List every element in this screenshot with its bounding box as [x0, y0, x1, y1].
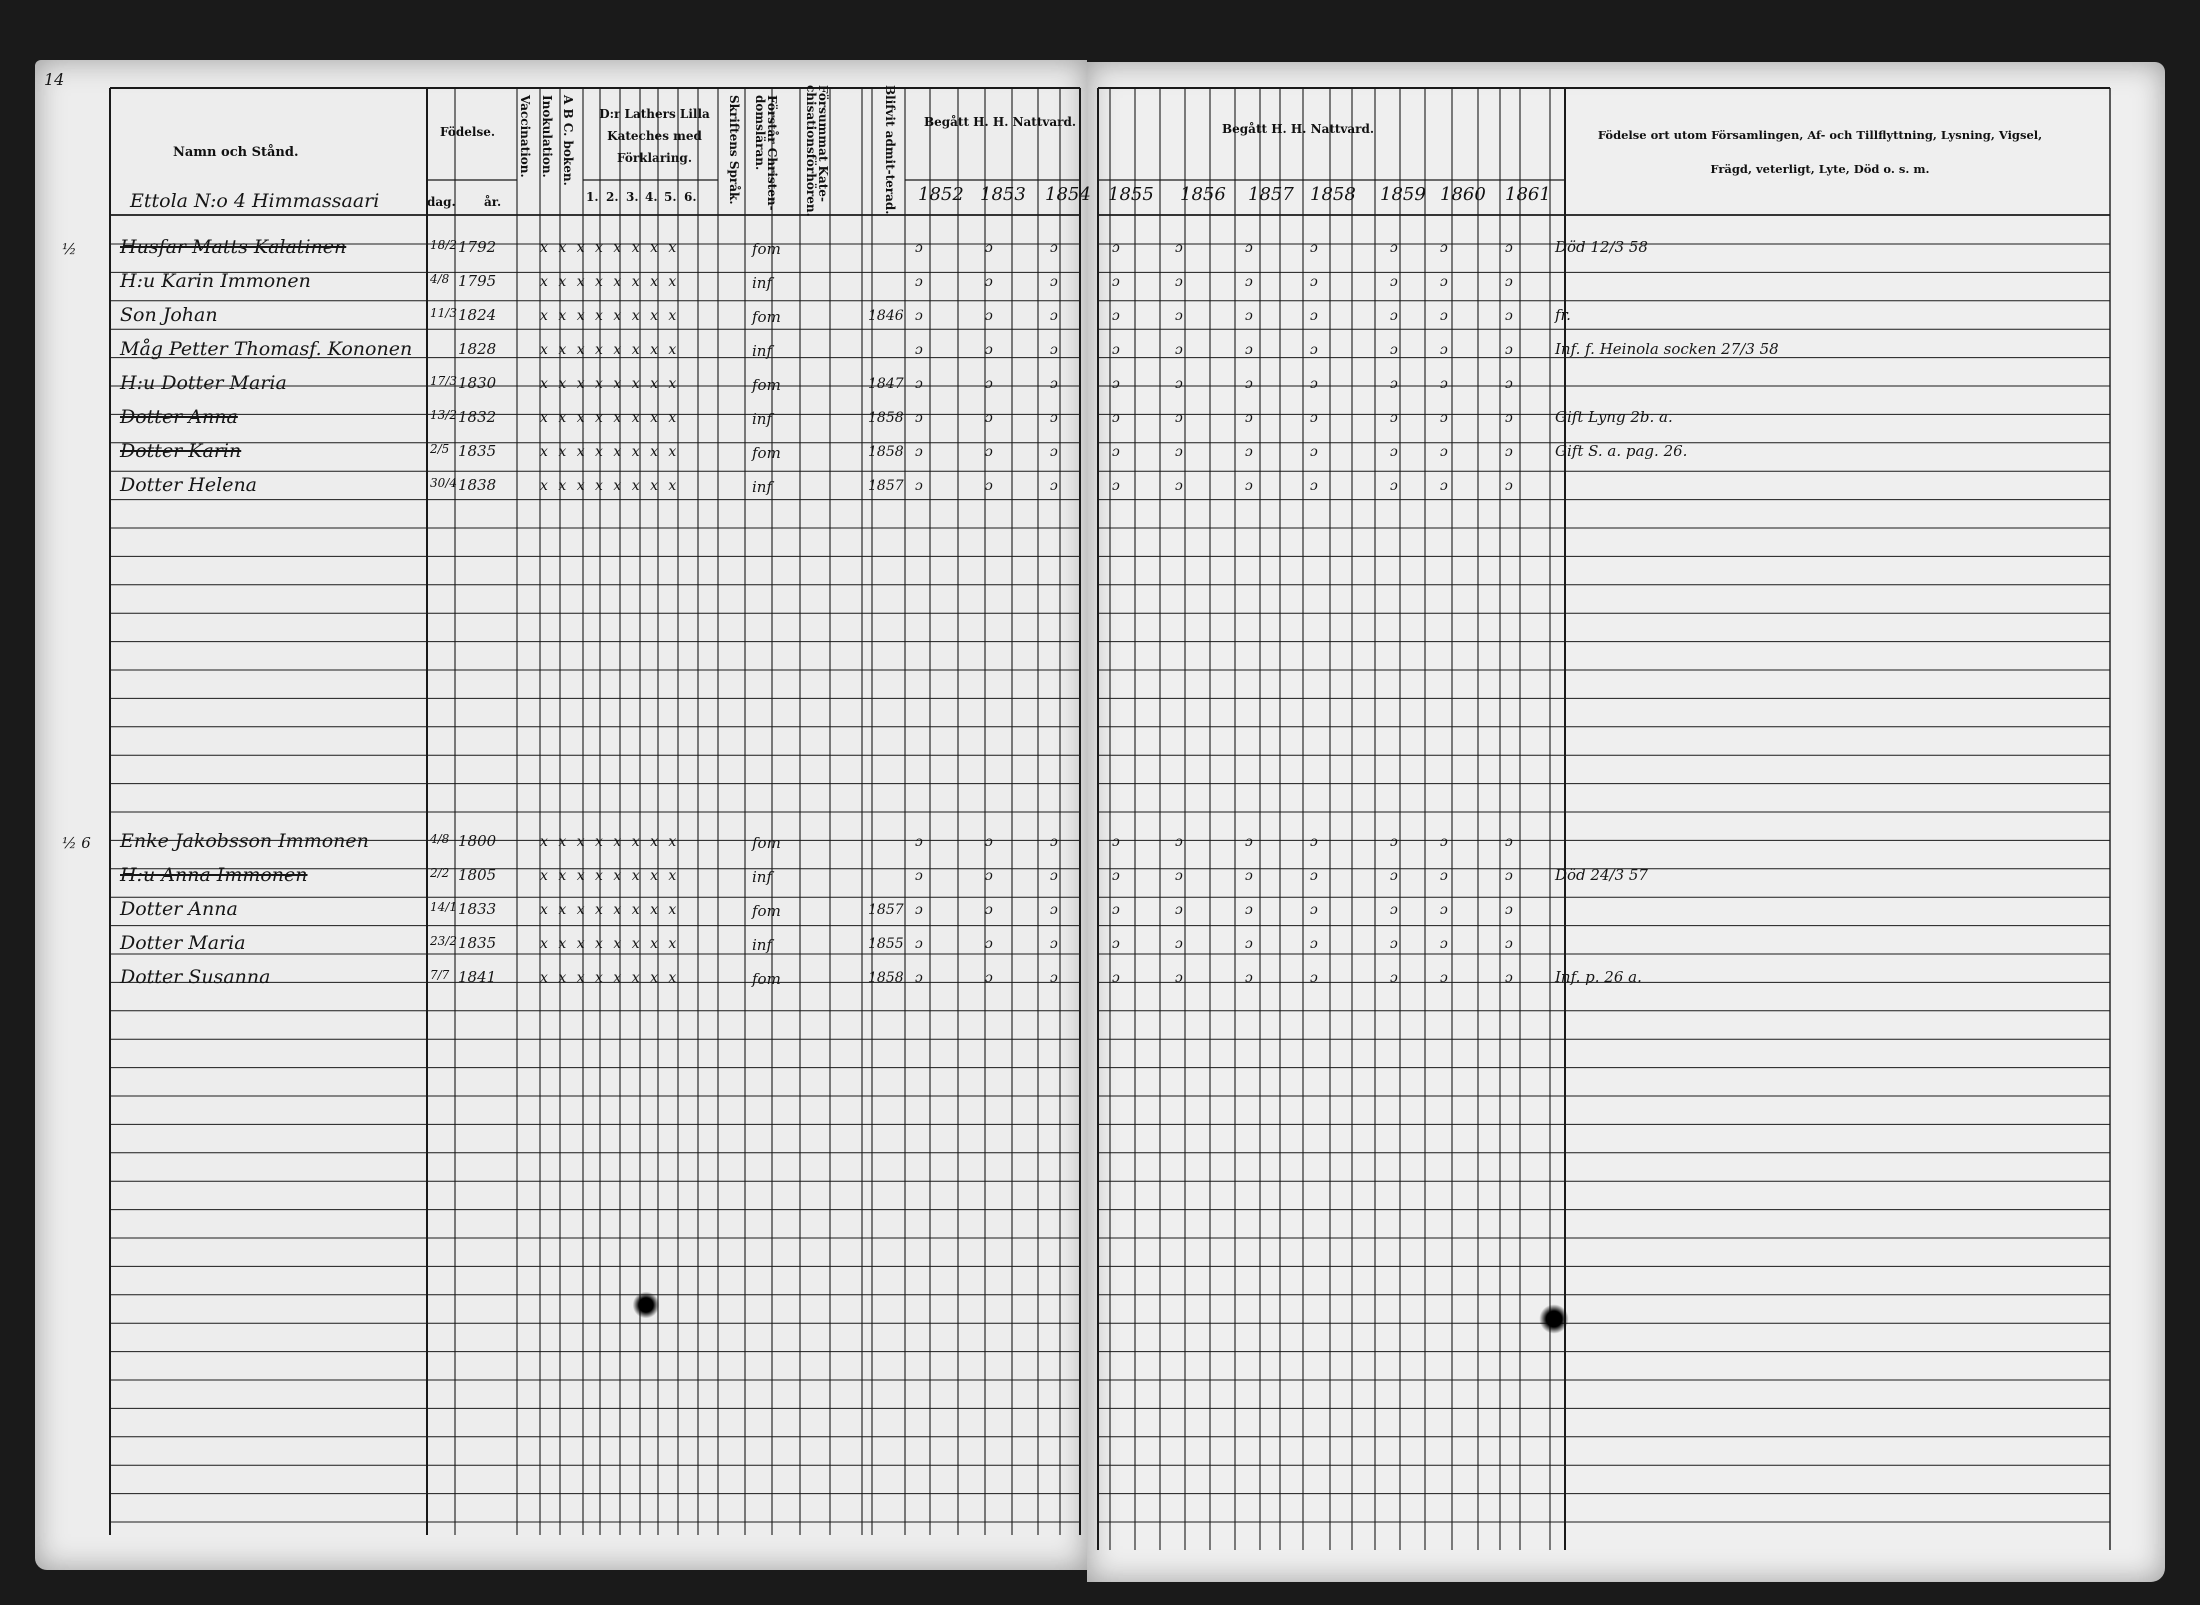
entry-communion-mark: ɔ	[1245, 902, 1253, 918]
entry-communion-mark: ɔ	[1245, 444, 1253, 460]
entry-birth-day: 18/2	[430, 238, 457, 252]
entry-communion-mark: ɔ	[1505, 868, 1513, 884]
entry-communion-mark: ɔ	[915, 342, 923, 358]
header-catechism: D:r Lathers Lilla Kateches med Förklaring.	[599, 107, 710, 165]
entry-communion-mark: ɔ	[1050, 902, 1058, 918]
entry-communion-mark: ɔ	[1440, 444, 1448, 460]
entry-birth-year: 1828	[458, 340, 497, 358]
entry-reading-mark: inf	[752, 478, 773, 496]
entry-communion-mark: ɔ	[985, 834, 993, 850]
entry-communion-mark: ɔ	[1175, 274, 1183, 290]
entry-birth-year: 1832	[458, 408, 497, 426]
entry-communion-mark: ɔ	[1390, 376, 1398, 392]
entry-catechism-marks: x x x x x x x x	[540, 902, 680, 918]
entry-communion-mark: ɔ	[1175, 308, 1183, 324]
entry-admitted-year: 1858	[868, 410, 904, 426]
entry-communion-mark: ɔ	[1390, 902, 1398, 918]
entry-communion-mark: ɔ	[1390, 478, 1398, 494]
header-abc-book: A B C. boken.	[561, 95, 575, 186]
entry-communion-mark: ɔ	[1505, 834, 1513, 850]
entry-communion-mark: ɔ	[1310, 444, 1318, 460]
entry-catechism-marks: x x x x x x x x	[540, 376, 680, 392]
entry-birth-day: 23/2	[430, 934, 457, 948]
communion-year-label: 1861	[1505, 184, 1551, 205]
entry-prefix: ½ 6	[62, 834, 91, 852]
entry-admitted-year: 1857	[868, 478, 904, 494]
communion-year-label: 1859	[1380, 184, 1426, 205]
communion-year-label: 1854	[1045, 184, 1091, 205]
communion-year-label: 1860	[1440, 184, 1486, 205]
catechism-part-label: 1.	[586, 190, 599, 204]
entry-communion-mark: ɔ	[1112, 410, 1120, 426]
entry-communion-mark: ɔ	[1505, 342, 1513, 358]
entry-admitted-year: 1857	[868, 902, 904, 918]
communion-year-label: 1853	[980, 184, 1026, 205]
entry-birth-day: 14/1	[430, 900, 457, 914]
entry-communion-mark: ɔ	[1390, 308, 1398, 324]
entry-name: H:u Karin Immonen	[120, 270, 311, 292]
entry-communion-mark: ɔ	[1112, 376, 1120, 392]
communion-year-label: 1857	[1248, 184, 1294, 205]
entry-communion-mark: ɔ	[1310, 376, 1318, 392]
entry-communion-mark: ɔ	[1175, 410, 1183, 426]
catechism-part-label: 4.	[645, 190, 658, 204]
entry-communion-mark: ɔ	[1050, 936, 1058, 952]
entry-note: Gift S. a. pag. 26.	[1555, 442, 1688, 460]
entry-communion-mark: ɔ	[1505, 936, 1513, 952]
entry-communion-mark: ɔ	[1175, 970, 1183, 986]
entry-name: Dotter Anna	[120, 898, 238, 920]
entry-communion-mark: ɔ	[985, 902, 993, 918]
entry-communion-mark: ɔ	[1175, 868, 1183, 884]
entry-catechism-marks: x x x x x x x x	[540, 478, 680, 494]
entry-birth-year: 1838	[458, 476, 497, 494]
entry-name: Dotter Karin	[120, 440, 242, 462]
entry-communion-mark: ɔ	[1310, 868, 1318, 884]
entry-note: Död 24/3 57	[1555, 866, 1648, 884]
header-vaccination: Vaccination.	[518, 95, 532, 178]
entry-name: Måg Petter Thomasf. Kononen	[120, 338, 413, 360]
entry-communion-mark: ɔ	[1505, 240, 1513, 256]
entry-reading-mark: inf	[752, 274, 773, 292]
entry-communion-mark: ɔ	[1245, 478, 1253, 494]
entry-reading-mark: fom	[752, 902, 781, 920]
entry-communion-mark: ɔ	[1505, 970, 1513, 986]
entry-communion-mark: ɔ	[1050, 834, 1058, 850]
entry-note: Inf. f. Heinola socken 27/3 58	[1555, 340, 1779, 358]
entry-name: Husfar Matts Kalatinen	[120, 236, 347, 258]
entry-reading-mark: fom	[752, 376, 781, 394]
entry-communion-mark: ɔ	[1390, 444, 1398, 460]
entry-communion-mark: ɔ	[1175, 240, 1183, 256]
header-communion-right: Begått H. H. Nattvard.	[1222, 122, 1375, 136]
entry-communion-mark: ɔ	[1112, 308, 1120, 324]
entry-reading-mark: fom	[752, 444, 781, 462]
header-understanding: Förstår Christen-domsläran.	[753, 95, 779, 211]
entry-communion-mark: ɔ	[1310, 410, 1318, 426]
entry-communion-mark: ɔ	[1440, 410, 1448, 426]
entry-communion-mark: ɔ	[985, 970, 993, 986]
entry-communion-mark: ɔ	[1245, 936, 1253, 952]
entry-birth-year: 1835	[458, 442, 497, 460]
entry-communion-mark: ɔ	[1050, 970, 1058, 986]
entry-catechism-marks: x x x x x x x x	[540, 936, 680, 952]
entry-communion-mark: ɔ	[1112, 240, 1120, 256]
entry-communion-mark: ɔ	[1112, 868, 1120, 884]
entry-communion-mark: ɔ	[1245, 308, 1253, 324]
entry-catechism-marks: x x x x x x x x	[540, 308, 680, 324]
entry-communion-mark: ɔ	[1440, 970, 1448, 986]
entry-communion-mark: ɔ	[1390, 936, 1398, 952]
entry-communion-mark: ɔ	[915, 274, 923, 290]
entry-reading-mark: inf	[752, 868, 773, 886]
entry-admitted-year: 1846	[868, 308, 904, 324]
entry-communion-mark: ɔ	[1505, 308, 1513, 324]
catechism-part-label: 3.	[626, 190, 639, 204]
entry-birth-year: 1800	[458, 832, 497, 850]
entry-communion-mark: ɔ	[1390, 868, 1398, 884]
entry-communion-mark: ɔ	[915, 240, 923, 256]
entry-communion-mark: ɔ	[1440, 274, 1448, 290]
household-1-title: Ettola N:o 4 Himmassaari	[130, 190, 380, 212]
entry-communion-mark: ɔ	[1310, 834, 1318, 850]
entry-communion-mark: ɔ	[915, 410, 923, 426]
entry-communion-mark: ɔ	[1245, 868, 1253, 884]
header-birth-year: år.	[484, 195, 502, 209]
entry-reading-mark: fom	[752, 970, 781, 988]
entry-note: Gift Lyng 2b. a.	[1555, 408, 1673, 426]
entry-communion-mark: ɔ	[1112, 834, 1120, 850]
entry-reading-mark: fom	[752, 240, 781, 258]
entry-catechism-marks: x x x x x x x x	[540, 444, 680, 460]
entry-birth-day: 7/7	[430, 968, 450, 982]
entry-birth-day: 13/2	[430, 408, 457, 422]
entry-communion-mark: ɔ	[1112, 936, 1120, 952]
entry-communion-mark: ɔ	[1505, 376, 1513, 392]
entry-communion-mark: ɔ	[1310, 240, 1318, 256]
communion-year-label: 1858	[1310, 184, 1356, 205]
entry-communion-mark: ɔ	[1440, 240, 1448, 256]
entry-communion-mark: ɔ	[1245, 240, 1253, 256]
entry-communion-mark: ɔ	[1390, 970, 1398, 986]
entry-communion-mark: ɔ	[1390, 410, 1398, 426]
entry-birth-year: 1795	[458, 272, 497, 290]
entry-birth-year: 1830	[458, 374, 497, 392]
entry-birth-year: 1805	[458, 866, 497, 884]
entry-communion-mark: ɔ	[1175, 444, 1183, 460]
ink-blot	[632, 1290, 660, 1320]
entry-communion-mark: ɔ	[1440, 308, 1448, 324]
communion-year-label: 1856	[1180, 184, 1226, 205]
entry-communion-mark: ɔ	[915, 444, 923, 460]
entry-communion-mark: ɔ	[1175, 376, 1183, 392]
entry-communion-mark: ɔ	[1050, 240, 1058, 256]
entry-communion-mark: ɔ	[915, 478, 923, 494]
entry-name: Dotter Susanna	[120, 966, 271, 988]
header-inoculation: Inokulation.	[540, 95, 554, 178]
entry-birth-year: 1833	[458, 900, 497, 918]
entry-catechism-marks: x x x x x x x x	[540, 342, 680, 358]
entry-birth-day: 4/8	[430, 832, 450, 846]
entry-communion-mark: ɔ	[915, 308, 923, 324]
entry-communion-mark: ɔ	[985, 868, 993, 884]
entry-name: Dotter Anna	[120, 406, 238, 428]
entry-reading-mark: fom	[752, 834, 781, 852]
entry-birth-day: 11/3	[430, 306, 457, 320]
entry-name: H:u Dotter Maria	[120, 372, 287, 394]
entry-communion-mark: ɔ	[985, 410, 993, 426]
entry-communion-mark: ɔ	[1175, 936, 1183, 952]
entry-birth-year: 1792	[458, 238, 497, 256]
entry-communion-mark: ɔ	[1440, 376, 1448, 392]
entry-communion-mark: ɔ	[1050, 444, 1058, 460]
entry-communion-mark: ɔ	[1505, 902, 1513, 918]
entry-name: H:u Anna Immonen	[120, 864, 308, 886]
entry-communion-mark: ɔ	[915, 868, 923, 884]
entry-birth-day: 2/2	[430, 866, 450, 880]
entry-communion-mark: ɔ	[985, 274, 993, 290]
entry-communion-mark: ɔ	[1050, 308, 1058, 324]
entry-communion-mark: ɔ	[1440, 834, 1448, 850]
entry-communion-mark: ɔ	[1505, 478, 1513, 494]
entry-communion-mark: ɔ	[1390, 342, 1398, 358]
entry-communion-mark: ɔ	[1505, 444, 1513, 460]
entry-reading-mark: fom	[752, 308, 781, 326]
entry-communion-mark: ɔ	[985, 308, 993, 324]
entry-communion-mark: ɔ	[1112, 902, 1120, 918]
entry-catechism-marks: x x x x x x x x	[540, 240, 680, 256]
entry-name: Dotter Maria	[120, 932, 246, 954]
entry-communion-mark: ɔ	[915, 376, 923, 392]
header-name-column: Namn och Stånd.	[173, 145, 299, 160]
entry-communion-mark: ɔ	[1245, 342, 1253, 358]
entry-communion-mark: ɔ	[1245, 410, 1253, 426]
entry-communion-mark: ɔ	[985, 444, 993, 460]
entry-catechism-marks: x x x x x x x x	[540, 274, 680, 290]
entry-communion-mark: ɔ	[1390, 240, 1398, 256]
entry-communion-mark: ɔ	[1050, 376, 1058, 392]
entry-name: Dotter Helena	[120, 474, 258, 496]
entry-admitted-year: 1847	[868, 376, 904, 392]
entry-note: Död 12/3 58	[1555, 238, 1648, 256]
entry-birth-day: 30/4	[430, 476, 457, 490]
header-neglected: Försummat Kate-chisationsförhören.	[804, 85, 830, 217]
entry-birth-year: 1835	[458, 934, 497, 952]
entry-reading-mark: inf	[752, 342, 773, 360]
entry-birth-day: 2/5	[430, 442, 450, 456]
entry-communion-mark: ɔ	[1440, 478, 1448, 494]
entry-communion-mark: ɔ	[1440, 342, 1448, 358]
entry-communion-mark: ɔ	[1112, 444, 1120, 460]
entry-communion-mark: ɔ	[985, 240, 993, 256]
catechism-part-label: 2.	[606, 190, 619, 204]
entry-birth-day: 17/3	[430, 374, 457, 388]
entry-communion-mark: ɔ	[1310, 274, 1318, 290]
entry-communion-mark: ɔ	[1112, 274, 1120, 290]
header-birth-day: dag.	[427, 195, 456, 209]
entry-catechism-marks: x x x x x x x x	[540, 868, 680, 884]
entry-communion-mark: ɔ	[985, 478, 993, 494]
entry-communion-mark: ɔ	[1175, 342, 1183, 358]
entry-note: Inf. p. 26 a.	[1555, 968, 1642, 986]
entry-reading-mark: inf	[752, 936, 773, 954]
entry-communion-mark: ɔ	[1390, 834, 1398, 850]
entry-communion-mark: ɔ	[915, 902, 923, 918]
entry-communion-mark: ɔ	[985, 342, 993, 358]
entry-communion-mark: ɔ	[1112, 970, 1120, 986]
entry-communion-mark: ɔ	[985, 936, 993, 952]
entry-communion-mark: ɔ	[1310, 478, 1318, 494]
entry-catechism-marks: x x x x x x x x	[540, 834, 680, 850]
entry-communion-mark: ɔ	[1175, 478, 1183, 494]
entry-communion-mark: ɔ	[1310, 936, 1318, 952]
entry-communion-mark: ɔ	[1175, 834, 1183, 850]
entry-admitted-year: 1855	[868, 936, 904, 952]
catechism-part-label: 5.	[664, 190, 677, 204]
entry-name: Son Johan	[120, 304, 218, 326]
entry-admitted-year: 1858	[868, 444, 904, 460]
catechism-part-label: 6.	[684, 190, 697, 204]
entry-communion-mark: ɔ	[1440, 902, 1448, 918]
entry-birth-year: 1824	[458, 306, 497, 324]
entry-admitted-year: 1858	[868, 970, 904, 986]
entry-communion-mark: ɔ	[985, 376, 993, 392]
entry-communion-mark: ɔ	[1440, 868, 1448, 884]
entry-communion-mark: ɔ	[1310, 342, 1318, 358]
entry-communion-mark: ɔ	[915, 970, 923, 986]
entry-communion-mark: ɔ	[1505, 274, 1513, 290]
entry-communion-mark: ɔ	[1050, 342, 1058, 358]
entry-communion-mark: ɔ	[1310, 308, 1318, 324]
entry-communion-mark: ɔ	[1310, 902, 1318, 918]
entry-communion-mark: ɔ	[1175, 902, 1183, 918]
entry-prefix: ½	[62, 240, 77, 258]
entry-communion-mark: ɔ	[1050, 274, 1058, 290]
entry-communion-mark: ɔ	[1310, 970, 1318, 986]
communion-year-label: 1855	[1108, 184, 1154, 205]
entry-communion-mark: ɔ	[1112, 478, 1120, 494]
header-birth: Födelse.	[440, 125, 496, 139]
entry-communion-mark: ɔ	[1440, 936, 1448, 952]
entry-communion-mark: ɔ	[915, 936, 923, 952]
entry-communion-mark: ɔ	[915, 834, 923, 850]
entry-note: fr.	[1555, 306, 1571, 324]
entry-communion-mark: ɔ	[1505, 410, 1513, 426]
entry-communion-mark: ɔ	[1050, 478, 1058, 494]
header-admitted: Blifvit admit-terad.	[883, 85, 897, 215]
entry-communion-mark: ɔ	[1050, 410, 1058, 426]
entry-communion-mark: ɔ	[1245, 834, 1253, 850]
entry-communion-mark: ɔ	[1112, 342, 1120, 358]
communion-year-label: 1852	[918, 184, 964, 205]
entry-catechism-marks: x x x x x x x x	[540, 970, 680, 986]
entry-birth-year: 1841	[458, 968, 497, 986]
page-number: 14	[44, 70, 65, 89]
entry-catechism-marks: x x x x x x x x	[540, 410, 680, 426]
entry-communion-mark: ɔ	[1390, 274, 1398, 290]
ink-blot	[1538, 1303, 1570, 1335]
entry-communion-mark: ɔ	[1245, 274, 1253, 290]
header-notes: Födelse ort utom Församlingen, Af- och Tillflyttning, Lysning, Vigsel, Frägd, veterligt, Lyte, Död o. s. m.	[1597, 128, 2043, 176]
entry-name: Enke Jakobsson Immonen	[120, 830, 369, 852]
entry-birth-day: 4/8	[430, 272, 450, 286]
entry-reading-mark: inf	[752, 410, 773, 428]
header-communion-left: Begått H. H. Nattvard.	[923, 115, 1077, 129]
entry-communion-mark: ɔ	[1245, 970, 1253, 986]
entry-communion-mark: ɔ	[1050, 868, 1058, 884]
header-scripture-language: Skriftens Språk.	[727, 95, 741, 205]
entry-communion-mark: ɔ	[1245, 376, 1253, 392]
